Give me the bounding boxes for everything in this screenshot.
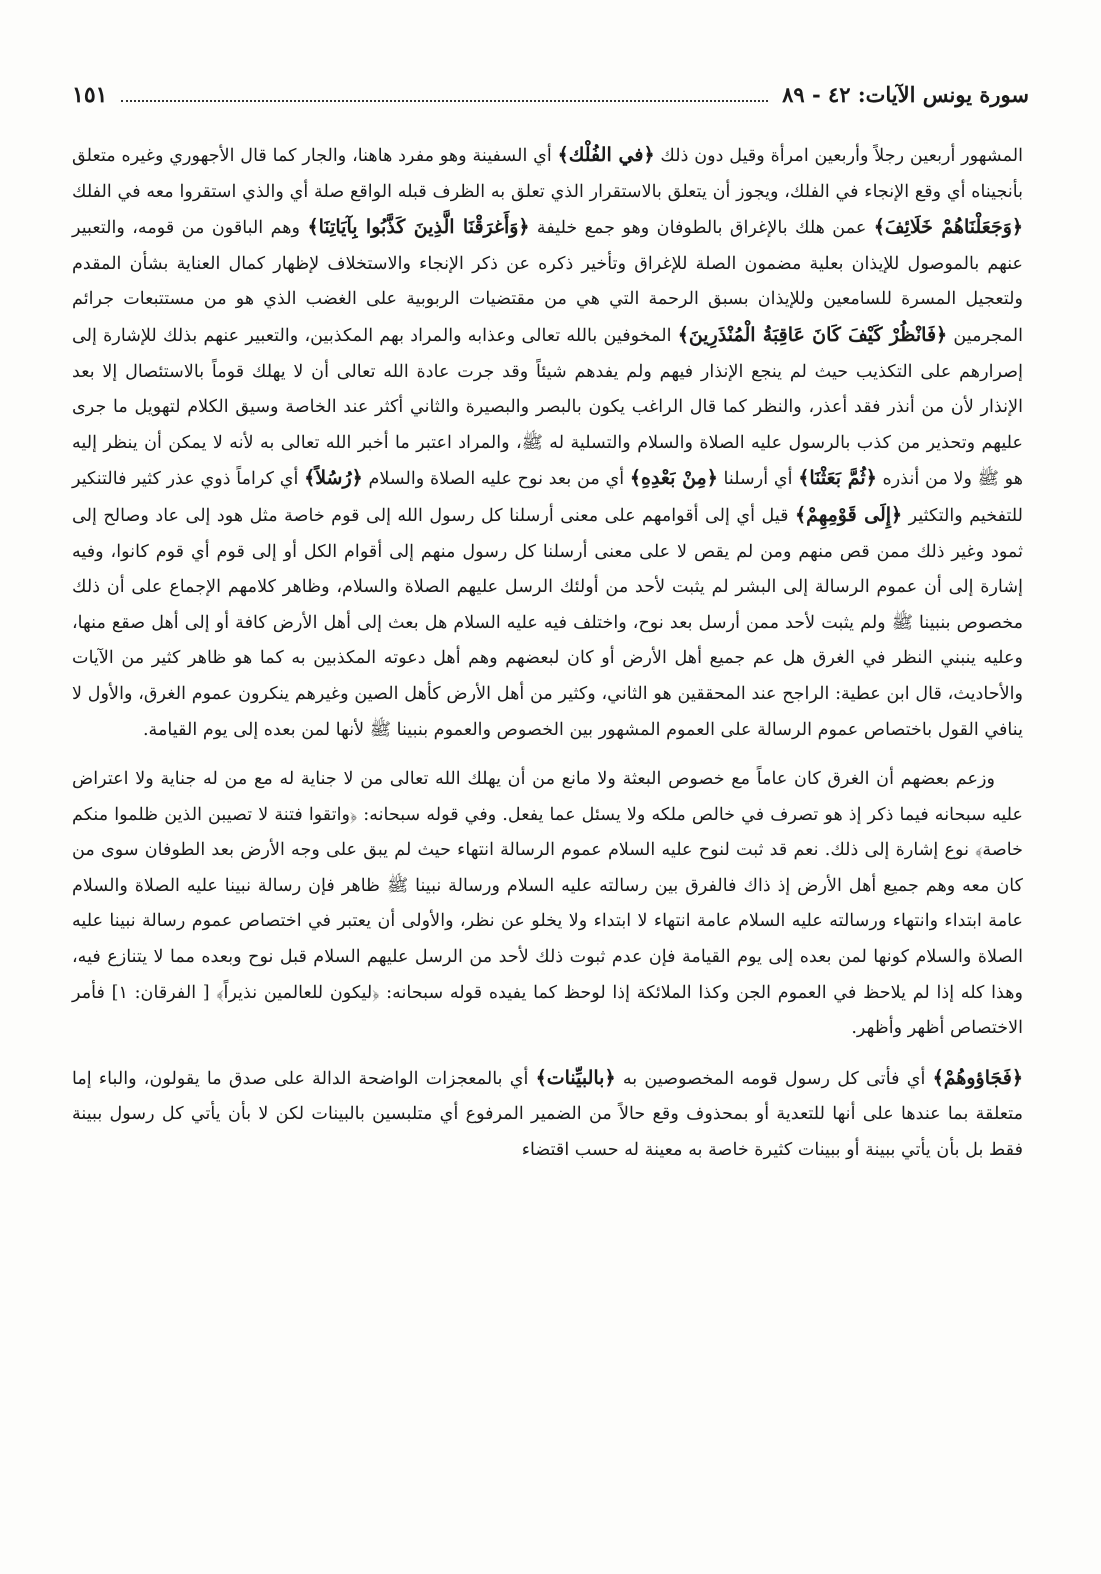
- commentary-text: أي من بعد نوح عليه الصلاة والسلام: [362, 469, 630, 490]
- quran-quote: ﴿رُسُلاً﴾: [304, 467, 363, 490]
- paragraph: [72, 138, 1023, 748]
- commentary-text: أي كراماً ذوي عذر كثير فالتنكير للتفخيم والتكثير: [72, 469, 1023, 526]
- quran-quote: ﴿فَانْظُرْ كَيْفَ كَانَ عَاقِبَةُ الْمُنْذَرِينَ﴾: [677, 323, 948, 346]
- commentary-text: أي السفينة وهو مفرد هاهنا، والجار كما قال الأجهوري وغيره متعلق بأنجيناه أي وقع الإنجاء في الفلك، ويجوز أن يتعلق بالاستقرار الذي تعلق به الظرف قبله الواقع صلة أي والذي استقروا معه في الفلك: [72, 146, 1023, 202]
- page-body: [72, 138, 1023, 1169]
- quran-quote: ﴿وَأَغرَقْنَا الَّذِينَ كَذَّبُوا بِآيَاتِنَا﴾: [307, 216, 530, 239]
- commentary-text: ﴿ليكون للعالمين نذيراً﴾: [216, 982, 380, 1003]
- commentary-text: قيل أي إلى أقوامهم على معنى أرسلنا كل رسول الله إلى قوم خاصة مثل هود إلى عاد وصالح إلى ثمود وغير ذلك ممن قص منهم ومن لم يقص لا على معنى أرسلنا كل رسول منهم إلى أقوام الكل أو إلى قوم أي قوم كانوا، وفيه إشارة إلى أن عموم الرسالة إلى البشر لم يثبت لأحد من أولئك الرسل عليهم الصلاة والسلام، وظاهر كلامهم الإجماع على أن ذلك مخصوص بنبينا ﷺ ولم يثبت لأحد ممن أرسل بعد نوح، واختلف فيه عليه السلام هل بعث إلى أهل الأرض كافة أو إلى أهل صقع منها، وعليه ينبني النظر في الغرق هل عم جميع أهل الأرض أو كان لبعضهم وهم أهل دعوته المكذبين به كما هو ظاهر كثير من الآيات والأحاديث، قال ابن عطية: الراجح عند المحققين هو الثاني، وكثير من أهل الأرض كأهل الصين وغيرهم ينكرون عموم الغرق، والأول لا ينافي القول باختصاص عموم الرسالة على العموم المشهور بين الخصوص والعموم بنبينا ﷺ لأنها لمن بعده إلى يوم القيامة.: [72, 505, 1023, 740]
- quran-quote: ﴿ثُمَّ بَعَثْنَا﴾: [798, 467, 877, 490]
- quran-quote: ﴿فَجَاؤوهُمْ﴾: [932, 1066, 1023, 1089]
- quran-quote: ﴿بالبيِّنات﴾: [535, 1066, 616, 1089]
- quran-quote: ﴿مِنْ بَعْدِهِ﴾: [629, 467, 718, 490]
- quran-quote: ﴿في الفُلْك﴾: [557, 144, 655, 166]
- page-number: ١٥١: [72, 82, 108, 108]
- commentary-text: وزعم بعضهم أن الغرق كان عاماً مع خصوص البعثة ولا مانع من أن يهلك الله تعالى من لا جناية له مع من له جناية ولا اعتراض عليه سبحانه فيما ذكر إذ هو تصرف في خالص ملكه ولا يسئل عما يفعل. وفي قوله سبحانه:: [72, 769, 1024, 825]
- commentary-text: [ الفرقان: ١] فأمر الاختصاص أظهر وأظهر.: [72, 982, 1023, 1039]
- paragraph: [72, 1061, 1023, 1169]
- dotted-leader: [121, 82, 768, 102]
- commentary-text: ﴿واتقوا فتنة لا تصيبن الذين ظلموا منكم خاصة﴾: [72, 804, 1023, 861]
- paragraph: [72, 762, 1023, 1047]
- commentary-text: أي فأتى كل رسول قومه المخصوصين به: [615, 1068, 933, 1089]
- quran-quote: ﴿وَجَعَلْنَاهُمْ خَلَائِفَ﴾: [873, 216, 1024, 239]
- commentary-text: أي أرسلنا: [717, 469, 799, 490]
- commentary-text: نوع إشارة إلى ذلك. نعم قد ثبت لنوح عليه السلام عموم الرسالة انتهاء حيث لم يبق على وجه الأرض بعد الطوفان سوى من كان معه وهم جميع أهل الأرض إذ ذاك فالفرق بين رسالته عليه السلام ورسالة نبينا ﷺ ظاهر فإن رسالة نبينا عليه الصلاة والسلام عامة ابتداء وانتهاء ورسالته عليه السلام عامة انتهاء لا ابتداء ولا يخلو عن نظر، والأولى أن يعتبر في اختصاص عموم رسالة نبينا عليه الصلاة والسلام كونها لمن بعده إلى يوم القيامة فإن عدم ثبوت ذلك لأحد من الرسل عليهم السلام قبل نوح وبعده مما لا يتنازع فيه، وهذا كله إذا لم يلاحظ في العموم الجن وكذا الملائكة إذا لوحظ كما يفيده قوله سبحانه:: [72, 840, 1023, 1003]
- commentary-text: المخوفين بالله تعالى وعذابه والمراد بهم المكذبين، والتعبير عنهم بذلك للإشارة إلى إصرارهم على التكذيب حيث لم ينجع الإنذار فيهم ولم يفدهم شيئاً وقد جرت عادة الله تعالى أن لا يهلك قوماً بالاستئصال إلا بعد الإنذار لأن من أنذر فقد أعذر، والنظر كما قال الراغب يكون بالبصر والبصيرة والثاني أكثر عند الخاصة وسيق الكلام لتهويل ما جرى عليهم وتحذير من كذب بالرسول عليه الصلاة والسلام والتسلية له ﷺ، والمراد اعتبر ما أخبر الله تعالى به لأنه لا يمكن أن ينظر إليه هو ﷺ ولا من أنذره: [72, 325, 1024, 490]
- commentary-text: عمن هلك بالإغراق بالطوفان وهو جمع خليفة: [529, 218, 874, 239]
- commentary-text: أي بالمعجزات الواضحة الدالة على صدق ما يقولون، والباء إما متعلقة بما عندها على أنها للتعدية أو بمحذوف وقع حالاً من الضمير المرفوع أي متلبسين بالبينات لكن لا بأن يأتي كل رسول ببينة فقط بل بأن يأتي ببينة أو ببينات كثيرة خاصة به معينة له حسب اقتضاء: [72, 1068, 1023, 1161]
- commentary-text: المشهور أربعين رجلاً وأربعين امرأة وقيل دون ذلك: [654, 146, 1023, 166]
- quran-quote: ﴿إِلَى قَوْمِهِمْ﴾: [795, 503, 903, 526]
- page-header: [72, 82, 1029, 118]
- running-head: سورة يونس الآيات: ٤٢ - ٨٩: [782, 82, 1029, 107]
- commentary-text: وهم الباقون من قومه، والتعبير عنهم بالموصول للإيذان بعلية مضمون الصلة للإغراق وتأخير ذكره عن ذكر الإنجاء والاستخلاف لإظهار كمال العناية بشأن المقدم ولتعجيل المسرة للسامعين وللإيذان بسبق الرحمة التي هي من مقتضيات الربوبية على الغضب الذي هو من مستتبعات جرائم المجرمين: [72, 218, 1024, 346]
